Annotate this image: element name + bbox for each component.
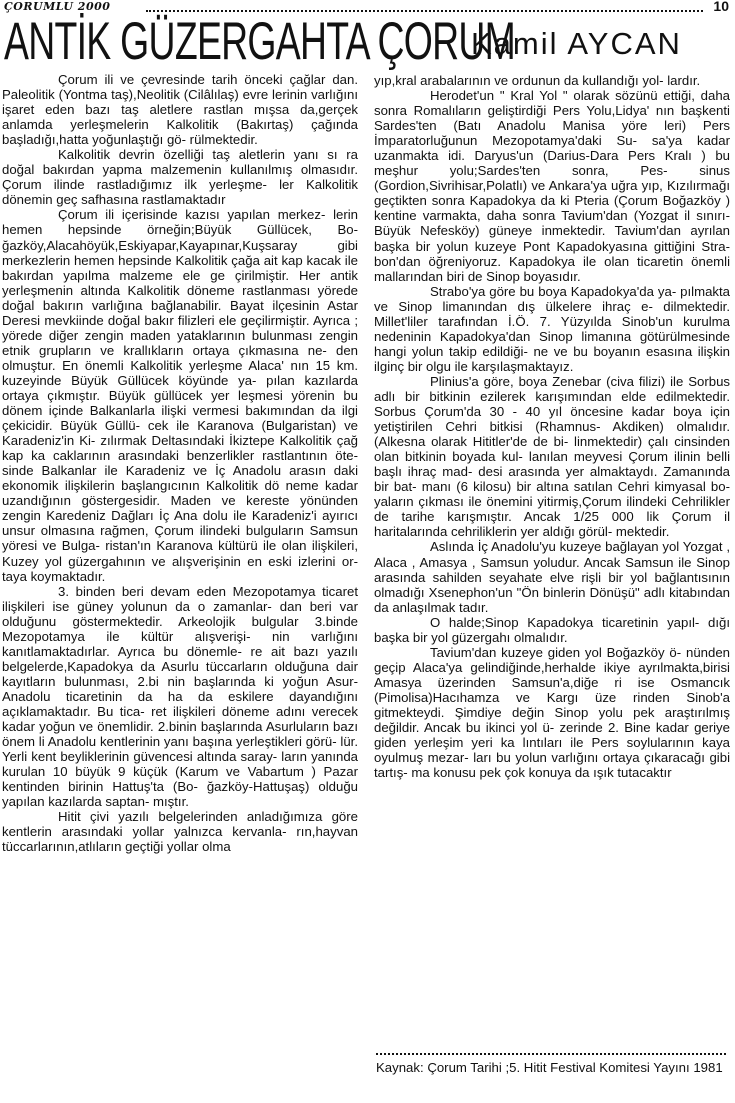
source-footnote bbox=[376, 1053, 728, 1075]
paragraph: Çorum ili içerisinde kazısı yapılan merkez- lerin hemen hepsinde örneğin;Büyük Güllücek, Bo- ğazköy,Alacahöyük,Eskiyapar,Kayapınar,Kuşsaray gibi merkezlerin hemen hepsinde Kalkolitik çağa ait kap kacak ile bakırdan yapılma malzeme ele ge çirilmiştir. Her antik yerleşmenin altında Kalkolitik döneme rastlanması yörede doğal bakırın varlığına bağlanabilir. Bayat ilçesinin Astar Deresi mevkiinde doğal bakır filizleri ele geçilirmiştir. Ayrıca ; yörede diğer zengin maden yataklarının bulunması zengin etnik grupların ve krallıkların ortaya çıkmasına ne- den olmuştur. En önemli Kalkolitik yerleşme Alaca' nın 15 km. kuzeyinde Büyük Güllücek köyünde ya- pılan kazılarda ortaya çıkmıştır. Büyük güllücek yer leşmesi yörenin bu dönem içinde Balkanlarla ilişki vermesi bakımından da ilgi çekicidir. Büyük Güllü- cek ile Karanova (Bulgaristan) ve Karadeniz'in Ki- zılırmak Deltasındaki İkiztepe Kalkolitik çağ kap ka caklarının arasındaki benzerlikler rastlantının öte- sinde Balkanlar ile Karadeniz ve İç Anadolu arasın daki ekonomik ilişkilerin başlangıcının Kalkolitik dö neme kadar uzandığının göstergesidir. Maden ve kereste yönünden zengin Karedeniz Dağları İç Ana dolu ile Karadeniz'i ayırıcı unsur olmasına rağmen, Çorum ilindeki bulguların Samsun yöresi ve Bulga- ristan'ın Karanova kültürü ile olan ilişkileri, Kuzey yol güzergahının ve alışverişinin en eski izlerini or- taya koymaktadır. bbox=[2, 207, 358, 584]
left-column bbox=[2, 72, 358, 854]
right-column bbox=[374, 73, 730, 780]
page-number: 10 bbox=[713, 0, 729, 14]
paragraph: 3. binden beri devam eden Mezopotamya ticaret ilişkileri ise güney yolunun da o zamanlar- dan beri var olduğunu göstermektedir. Arkeolojik bulgular 3.binde Mezopotamya ile kültür alışverişi- nin varlığını kanıtlamaktadırlar. Ayrıca bu dönemle- re ait bazı yazılı belgelerde,Kapadokya da Asurlu tüccarların olduğuna dair kayıtların bulunması, 2.bi nin başlarında ki yoğun Asur-Anadolu ticaretinin da ha da eskilere dayandığını açıklamaktadır. Bu tica- ret ilişkileri döneme adını verecek kadar yoğun ve önemlidir. 2.binin başlarında Asurluların bazı önem li Anadolu kentlerinin yanı başına yerleştikleri görü- lür. Yerli kent beyliklerinin güvencesi altında saray- ların yanında kurulan 10 büyük 9 küçük (Karum ve Vabartum ) Pazar kentinden birinin Hattuş'ta (Bo- ğazköy-Hattuşaş) olduğu yapılan kazılarda saptan- mıştır. bbox=[2, 583, 358, 810]
paragraph: O halde;Sinop Kapadokya ticaretinin yapıl- dığı başka bir yol güzergahı olmalıdır. bbox=[374, 614, 730, 645]
paragraph: Tavium'dan kuzeye giden yol Boğazköy ö- nünden geçip Alaca'ya gelindiğinde,herhalde ikiye ayrılmakta,birisi Amasya üzerinden Samsun'a,diğe ri ise Osmancık (Pimolisa)Hacıhamza ve Kargı üze rinden Sinob'a gitmekteydi. Şimdiye değin Sinop yolu pek araştırılmış değildir. Ancak bu ikinci yol ü- zerinde 2. Bine kadar geriye giden yerleşim yeri ka lıntıları ile Pers soylularının kaya oyulmuş mezar- ları bu yolun varlığını ortaya çıkaracağı gibi tartış- ma konusu pek çok konuya da ışık tutacaktır bbox=[374, 644, 730, 781]
paragraph: Kalkolitik devrin özelliği taş aletlerin yanı sı ra doğal bakırdan yapma malzemenin kullanılmış olmasıdır. Çorum ilinde rastladığımız ilk yerleşme- ler Kalkolitik dönemin geç safhasına rastlamaktadır bbox=[2, 147, 358, 208]
paragraph: Aslında İç Anadolu'yu kuzeye bağlayan yol Yozgat , Alaca , Amasya , Samsun yoludur. Ancak Samsun ile Sinop arasında sahilden seyahate elve rişli bir yol bağlantısının olmadığı Xsenephon'un "Ön binlerin Dönüşü" adlı kitabından da anlaşılmak tadır. bbox=[374, 539, 730, 615]
article-author: Kamil AYCAN bbox=[471, 26, 682, 61]
footnote-dotted-rule bbox=[376, 1053, 726, 1055]
paragraph: Hitit çivi yazılı belgelerinden anladığımıza göre kentlerin arasındaki yollar yalnızca kervanla- rın,hayvan tüccarlarının,atlıların geçtiği yollar olma bbox=[2, 809, 358, 855]
paragraph: Herodet'un " Kral Yol " olarak sözünü ettiği, daha sonra Romalıların geliştirdiği Pers Yolu,Lidya' nın başkenti Sardes'ten (Batı Anadolu Manisa yöre leri) Pers İmparatorluğunun Mezopotamya'daki Su- sa'ya kadar uzanmakta idi. Daryus'un (Darius-Dara Pers Kralı ) bu meşhur yolu;Sardes'ten sonra, Pes- sinus (Gordion,Sivrihisar,Polatlı) ve Ankara'ya uğra yıp, Kızılırmağı geçtikten sonra Kapadokya da ki Pteria (Çorum Boğazköy ) kentine varmakta, daha sonra Tavium'dan (Yozgat il sınırı-Büyük Nefesköy) güneye inmektedir. Tavium'dan ayrılan başka bir yolun kuzeye Pont Kapadokyasına gittiğini Stra- bon'dan öğreniyoruz. Kapadokya ile olan ticaretin önemli mallarından biri de Sinop boyasıdır. bbox=[374, 88, 730, 284]
paragraph: Plinius'a göre, boya Zenebar (civa filizi) ile Sorbus adlı bir bitkinin ezilerek karışımından elde edilmektedir. Sorbus Çorum'da 30 - 40 yıl öncesine kadar boya için yetiştirilen Cehri bitkisi (Rhamnus- Akdiken) olmalıdır. (Alkesna olarak Hititler'de de bi- linmektedir) çalı cinsinden olan bitkinin boyada kul- lanılan meyvesi Çorum ilinin belli başlı ihraç mad- desi arasında yer almaktaydı. Zamanında bir bat- manı (6 kilosu) bir altına satılan Cehri kimyasal bo- yaların çıkması ile önemini yitirmiş,Çorum ilindeki Cehrilikler de tarihe karışmıştır. Ancak 1/25 000 lik Çorum il haritalarında cehriliklerin yer aldığı görül- mektedir. bbox=[374, 373, 730, 540]
article-title: ANTİK GÜZERGAHTA ÇORUM bbox=[4, 12, 516, 71]
source-note: Kaynak: Çorum Tarihi ;5. Hitit Festival Komitesi Yayını 1981 bbox=[376, 1060, 723, 1075]
paragraph: Strabo'ya göre bu boya Kapadokya'da ya- pılmakta ve Sinop limanından dış ülkelere ihraç e- dilmektedir. Millet'liler tarafından İ.Ö. 7. Yüzyılda Sinob'un kurulma nedeninin Kapadokya'dan Sinop limanına götürülmesinde hangi yolun takip edildiği- ne ve bu boyanın esasına ilişkin ilginç bir olgu ile karşılaşmaktayız. bbox=[374, 283, 730, 374]
paragraph: Çorum ili ve çevresinde tarih önceki çağlar dan. Paleolitik (Yontma taş),Neolitik (Cilâlılaş) evre lerinin varlığını işaret eden bazı taş aletlere rastlan mışsa da,gerçek anlamda yerleşmelerin Kalkolitik (Bakırtaş) çağında başladığı,hatta yoğunlaştığı gö- rülmektedir. bbox=[2, 72, 358, 148]
paragraph: yıp,kral arabalarının ve ordunun da kullandığı yol- lardır. bbox=[374, 73, 701, 88]
masthead: ÇORUMLU 2000 bbox=[4, 0, 111, 13]
